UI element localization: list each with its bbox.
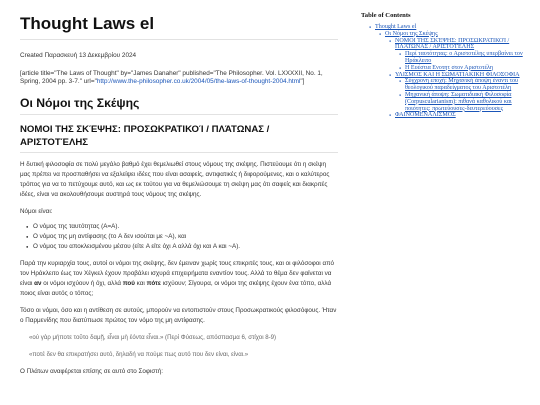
toc-item-identity[interactable] <box>405 51 533 65</box>
paragraph-intro: Η δυτική φιλοσοφία σε πολύ μεγάλο βαθμό έχει θεμελιωθεί στους νόμους της σκέψης. Πιστεύουμε ότι η σκέψη μας πρέπει να προσπαθήσει να εξαλείψει ιδέες που είναι ασαφείς, αντιφατικές ή διφορούμενες, και ο καλύτερος τρόπος για να το πετύχουμε αυτό, και ως εκ τούτου για να θεμελιώσουμε τη σκέψη μας ότι σαφείς και διακριτές ιδέες, είναι να ακολουθήσουμε αυστηρά τους νόμους της σκέψης. <box>20 160 330 198</box>
created-date: Created Παρασκευή 13 Δεκεμβρίου 2024 <box>20 52 137 59</box>
document-title: Thought Laws el <box>20 14 338 40</box>
list-item: ● Ο νόμος της ταυτότητας (A=A). <box>26 222 338 232</box>
blockquote-translation: «ποτέ δεν θα επικρατήσει αυτό, δηλαδή να πούμε πως αυτό που δεν είναι, είναι.» <box>29 350 249 358</box>
toc-item-laws[interactable] <box>385 31 533 119</box>
blockquote-greek: «ού γὰρ μήποτε τοῦτο δαμῇ, εἶναι μὴ ἐόντα εἶναι.» (Περί Φύσεως, απόσπασμα 6, στίχοι 8-9) <box>29 333 277 341</box>
text-span: οι νόμοι ισχύουν ή όχι, αλλά <box>41 279 123 287</box>
toc-list <box>375 24 533 119</box>
list-item: ● Ο νόμος του αποκλεισμένου μέσου (είτε A είτε όχι A αλλά όχι και A και ~A). <box>26 242 338 252</box>
emphasis-where: πού <box>122 279 135 287</box>
section-heading: Οι Νόμοι της Σκέψης <box>20 96 338 115</box>
emphasis-if: αν <box>34 279 42 287</box>
paragraph-critics <box>20 259 338 299</box>
emphasis-when: πότε <box>146 279 161 287</box>
toc-item-materialism[interactable] <box>395 72 533 113</box>
paragraph-plato: Ο Πλάτων αναφέρεται επίσης σε αυτό στο Σοφιστή: <box>20 367 164 375</box>
list-item: ● Ο νόμος της μη αντίφασης (το A δεν ισούται με ~A), και <box>26 232 338 242</box>
paragraph-presocratics: Τόσο οι νόμοι, όσο και η αντίθεση σε αυτούς, μπορούν να εντοπιστούν στους Προσωκρατικούς φιλοσόφους. Ήταν ο Παρμενίδης που διατύπωσε πρώτος τον νόμο της μη αντίφασης. <box>20 306 337 324</box>
toc-link[interactable]: Η Ευέστια Ενοτητ στον Αριστοτέλη <box>405 64 494 71</box>
citation-suffix: "] <box>300 78 305 85</box>
toc-title: Table of Contents <box>361 12 411 19</box>
toc-item-presocratics[interactable] <box>395 38 533 72</box>
citation <box>20 70 338 87</box>
text-span: και <box>134 279 147 287</box>
paragraph-laws-lead: Νόμοι είναι: <box>20 207 53 215</box>
text-span: ισχύουν; Σίγουρα, οι νόμοι της σκέψης έχουν ένα τόπο, αλλά ποιος είναι αυτός ο τόπος; <box>20 279 332 297</box>
toc-item-root[interactable] <box>375 24 533 119</box>
toc-link[interactable]: Οι Νόμοι της Σκέψης <box>385 30 438 37</box>
toc-link[interactable]: ΦΑΙΝΟΜΕΝΑΛΙΣΜΟΣ <box>395 112 456 119</box>
toc-link[interactable]: Μηχανική άποψη: Σωματιδιακή Φιλοσοφία (Corpuscularianism): πιθανά καθολικού και ποιότητες: πρωτεύουσες-δευτερεύουσες <box>405 91 512 112</box>
toc-link[interactable]: ΝΟΜΟΙ ΤΗΣ ΣΚΈΨΗΣ: ΠΡΟΣΩΚΡΑΤΙΚΟΊ / ΠΛΆΤΩΝΑΣ / ΑΡΙΣΤΟΤΈΛΗΣ <box>395 37 510 51</box>
citation-link[interactable]: http://www.the-philosopher.co.uk/2004/05/the-laws-of-thought-2004.html <box>96 78 301 85</box>
toc-link[interactable]: Περί ταυτότητας: ο Αριστοτέλης υπερβαίνει τον Ηράκλειτο <box>405 51 523 64</box>
toc-item-phenomenalism[interactable] <box>395 112 533 119</box>
laws-list <box>26 222 338 252</box>
toc-item-unity[interactable] <box>405 65 533 72</box>
table-of-contents <box>361 12 533 405</box>
toc-link[interactable]: Thought Laws el <box>375 24 417 30</box>
toc-item-modern-era[interactable] <box>405 78 533 92</box>
text-span: Παρά την κυριαρχία τους, αυτοί οι νόμοι της σκέψης, δεν έμειναν χωρίς τους επικριτές τους, και οι φιλόσοφοι από τον Ηράκλειτο έως τον Χέγκελ έχουν προβάλει ισχυρά επιχειρήματα εναντίον τους. Αλλά το θέμα δεν φαίνεται να είναι <box>20 259 334 287</box>
document-content <box>20 14 338 405</box>
citation-prefix: [article title="The Laws of Thought" by="James Danaher" published="The Philosopher. Vol. LXXXXII, No. 1, Spring, 2004 pp. 3-7." url=" <box>20 69 323 85</box>
toc-link[interactable]: ΥΛΙΣΜΟΣ ΚΑΙ Η ΣΩΜΑΤΙΑΚΙΚΗ ΦΙΛΟΣΟΦΙΑ <box>395 71 520 78</box>
subsection-heading: ΝΟΜΟΙ ΤΗΣ ΣΚΈΨΗΣ: ΠΡΟΣΩΚΡΑΤΙΚΟΊ / ΠΛΆΤΩΝΑΣ / ΑΡΙΣΤΟΤΈΛΗΣ <box>20 123 338 153</box>
toc-item-mechanical-view[interactable] <box>405 92 533 112</box>
toc-link[interactable]: Σύγχρονη εποχή: Μηχανική άποψη έναντι του θεολογικού παραδείγματος του Αριστοτέλη <box>405 78 519 92</box>
